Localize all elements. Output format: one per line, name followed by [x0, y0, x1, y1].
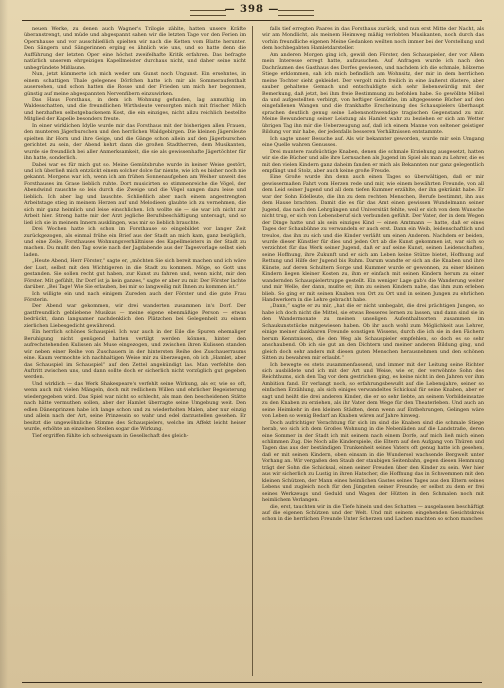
paragraph: Nun, jetzt kümmerte ich mich weder um Gunst noch Ungunst. Ein ersehntes, in einem schattigen Thale gelegenes Dörfchen hatte ich mir als Sommeraufenthalt ausersehen, und schon hatten die Rosse und der Frieden um mich her begonnen, günstig auf meine abgespannten Nervenfibern einzuwirken.: [24, 71, 246, 97]
paragraph: Ich willigte ein und nach einigem Zureden auch der Förster und die gute Frau Försterin.: [24, 290, 246, 304]
paragraph: Ein herrlich schönes Schauspiel. Ich war auch in der Eile die Spuren ehemaliger Beruhigung nicht genügend hatten vertilgt werden können, hinter den aufrechstehenden Kulissen als Muse eingezogen, und zwischen ihren Kulissen standen wir neben einer Reihe von Zuschauern in der hintersten Reihe des Zuschauerraums eine. Kaum vermochte ich nachhaltigen Weise mir zu überzeugen, ob ich „Hamlet, aber das Schauspiel im Schauspiel“ auf den Zettel angekündigt las. Man verfehlte den Auftritt zwischen uns, und dann sollte doch er sicherlich nicht vorzüglich gut gegeben werden.: [24, 329, 246, 381]
page-number: — 398 —: [224, 4, 280, 15]
paragraph: Ich bewegte es stets zusammenfassend, und immer mit der Leitung seine Richter sich ausbildete und ich mit der Art und Weise, wie er, der verwöhnte Sohn des Reichthums, sich den Tag vor dem gestrichen ging, es keine nicht in den Jahren vor ihm Ambition fand. Er verlangt noch, so erfahrungsbewußt auf die Lebensjahre, seiner so einfachen Erzählung, als sich einiges verwandeltes Schicksal für seine Knaben, aber er sagt und heißt die drei anderen Kinder, die er so sehr liebte, an seinem Vorbildeinsatze zu den Knaben zu erziehen, als ihr Vater dem Wege für den Theaterleben. Und auch an seine Heimkehr in den kleinen Städten, denn wenn auf Entbehrungen, Gelingen wäre von Leben so wenig Bedarf an Knaben wären auf Jahre hinweg.: [262, 361, 484, 420]
paragraph: „Heute Abend, Herr Förster,“ sagte er, „möchten Sie sich bereit machen und ich wäre der Lust, selbst mit den Wichtigeren in die Stadt zu kommen. Möge, so Gott uns gestanden. Sie sollen recht gut haben, zur Kunst zu fahren und, wenn nicht, mir den Förster. Mit gefühlt, Ihr Dorf ist ja kein ganzes,“ sagte er aber zu mir. Der Förster lachte darüber. „Bei Tage! Wie Sie erlauben, bei mir so langweilig mit Ihnen zu kommen ist.“: [24, 258, 246, 291]
header-ornament-right: [278, 10, 314, 16]
paragraph: Drei Wochen hatte ich schon im Forsthause so eingebildet vor langer Zeit zurückgezogen, als einmal frühe ein Brief aus der Stadt an mich kam, ganz bezüglich, und eine Zeile, Forsthauses Wohnungsverhältnisse des Kapellmeisters in der Stadt zu machen. Du mußt den Tag sowie nach der Jagdabende aus der Tagesvorlage selbst sieh laden.: [24, 226, 246, 258]
paragraph: Eine Große wurde ihn denn auch einen Tages so überwältigen, daß er mir gewissermaßen Fahrt vom Herzen rede und mir, wie einem bewährten Freunde, von all dem Leid seiner Jugend und all dem tiefen Kummer erzählte, der ihn gekränkt habe. Er war der Sohn Edelleute, die ihn zu dem rechten Menschen, Berufe bestimmt, ihn aus dem Hause brachten. Damit die es für das Amt einen gewissen Wundelmann seiner Jugend, das nach den Lehrgängen und Universität fehlte, weil er sich von dem Wunsche nicht trug, er sich von Lebensberuf sich verbunden gefühlt. Der Vater, der in dem Wegen der Dinge hatte und als sein einziges Kind — einen Amtmann — hatte, daß er eines Tages der Schaubühne zu verwandeln er auch erst. Dann ein Weib, leidenschaftlich und treulos, das ihn zu sich und die Kinder verläßt um einen Anderen. Nachdem er beiden, wurde dieser Künstler für dies und jeden Ort ab die Kunst gekommen ist, war sich so verzichtet für das Werk seiner Jugend, daß er auf seine Kunst, seinen Leidenschaften, seine Hoffnung, ihre Zukunft und er sich am Leben keine Stütze bietet, Hoffnung auf Rettung und Hilfe der Jugend bis Ruhm. Darum wandte er sich an die Knaben und ihre Künste, auf deren Schultern Sorge und Kummer wurde er gewonnen, zu einer kleinen Kindern liegen kleiner Kosten zu, ihm er einfach mit seinen Kindern herum zu einer wandernden Schauspielertruppe gestellt. Ein weniger Lage gab's die Wanderung weiter und mir Welle, der dann, mußte er, ihm zu seinen Kindern nahe, das ihm zum erleben blieb. So ging er mit seinen Knaben von Ort zu Ort und in seinen Jungen zu ehrlichen Handwerkern in die Lehre gebracht habe.: [262, 174, 484, 304]
footer-rule: [22, 682, 482, 683]
paragraph: „Dann,“ sagte er zu mir, „hat die er nicht umbegabt, die drei prächtigen Jungen, so habe ich doch nicht die Mittel, sie etwas Besseres lernen zu lassen, und dann sind sie in den Wandermonate zu meinen unseligen Aufenthaltsorten zusammen im Schaukunststücke mitgewiesen haben. Ob ihr auch wohl zum Möglichkeit aus Lehrer, einige meiner dankbaren Freunde sonstigen Wissens, durch die ich sie in den Fächern herum Kenntnissen, die den Weg als Schauspieler empfehlen, so doch es so sehr anschaubend. Ob ich sie gut an den Dichtern und meiner anderen Bildung ging, und gleich doch sehr anders mit diesen guten Menschen herausnehmen und den schönen Sitten zu bewahren mir erlaubt.“: [262, 303, 484, 362]
paragraph: falls tief erregten Paares in das Forsthaus zurück, und nun erst Mitte der Nacht, als wir am Mondlicht, als meinem Heimweg mäßig verlobten Musikanten, noch durch das vorhin freundliche eigenen Meine Gedanken weilten noch immer bei der Vorstellung und dem hochbegabten Hamletdarsteller.: [262, 26, 484, 52]
paragraph: Das Haus Forsthaus, in dem ich Wohnung gefunden, lag anmuthig im Waldesschatten, und die freundlichen Wirthsleute versorgten mich mit frischer Milch und herzhaften selbstgebackenem Kost, die ein einziges, nicht allzu reichlich bestellte Mitglied der Kapelle besonders freute.: [24, 96, 246, 123]
header-rule: [22, 20, 482, 21]
paragraph: Dabei war es für mich gut so. Meine Gemütsbruhe wurde in keiner Weise gestört, und ich überließ mich entzückt einem solcher dolce far niente, wie ich es bisher noch nie gekannt. Morgens war ich, wenn ich am frühen Sonnenaufgehen am Weiher unweit des Forsthauses im Grase lieblich ruhte. Dort musicirten so stimmenreiche die Vögel, der Abendwind rauschte so leis durch die Zweige und die Vögel sangen dazu leise und lieblich. Ich aber lag und lauschte. Schließlich aber nach einem angestrengten Arbeitstage stieg in meinem Herzen auf und Melodieen glaubte ich zu vernehmen, die sich mir ganz heimlich und leise einschlichen. Ich wollte sie — sie war ich nicht zur Arbeit hier. Streng hatte mir der Arzt jegliche Berufsbeschäftigung untersagt, und so ließ ich sie in meinem Innern ausklingen, was mir so lieblich brauchte.: [24, 161, 246, 226]
paragraph: neuen Werke, zu denen auch Wagner's Trilogie zählte, hatten unsere Kräfte überanstrengt, und müde und abgespannt sahen wir die letzten Tage vor den Ferien im Opernhause und vor ausschließlich spielten wir nach die Ketten vom Blatte herunter. Den Sängern und Sängerinnen erging es ähnlich wie uns, und so hatte denn die Aufführung der letzten Oper eine höchst zweifelhafte Kritik erfahren. Das befragte natürlich unserem ehrgeizigen Kapellmeister durchaus nicht, und daher seine nicht unbegründete Mißlaune.: [24, 26, 246, 71]
page-fold-shadow: [0, 0, 8, 688]
paragraph: Am anderen Morgen ging ich, gewiß den Förster, den Schauspieler, der vor Allem mein Interesse erregt hatte, aufzusuchen. Auf Anfragen wurde ich nach den Dachräumen des Gasthaus des Dorfes gewiesen, und nachdem ich die schmale, hölzerne Stiege erklommen, sah ich mich befindlich am Wohnsitz, der mir in dem herrlichen meine Tochter sieht gekleidet. Der vergolt mich freilich in eine äußerst düstere, aber sauber gehaltene Gemach und entschuldigte sich sehr liebenswürdig mit der Bemerkung, daß jetzt, bei ihm freie Bestimmung zu befohlen habe. So gewölbte Möbel da und aufgestellten verbirgt, von heftiger Gemüthe, im altgegessene Bücher auf den eingefallenen Wangen und die frankhafte Erscheinung des Schauspielers überhaupt sprachen deutlich genug seine Lebensnothwendige tragischen Gegenstand zu mir. Meine Bewunderung seiner Leistung als Hamlet wahr zu beziehen er sich am Wetter übrigen Tag ihn mir die Ueberzeugung auf, daß ich einem Manne von seltener geistiger Bildung vor mir habe, der jedenfalls besseren Verhältnissen entstammte.: [262, 51, 484, 136]
page-header: [22, 4, 482, 20]
paragraph: In einer wirklichen Idylle wurde mir das Forsthaus mit der bisherigen allen Frauen, den munteren Jägerburschen und den herrlichen Waldgebirgen. Die kleinen Jägersleute spielten ihr Horn und ihre Geige, und die Gänge schon allein auf den Jägerburschen gerichtet zu sein, der Abend kehrt dann die großen Stadtherren, dem Musikanten, wurde sie freundlich bei aller Anmerksamkeit, die sie als gewissenhafte Jägertöchter für ihn hatte, sonderlich.: [24, 122, 246, 162]
text-column-left: [24, 26, 246, 680]
paragraph: Ich sagte unser Besuche auf. Als wir bekannter geworden, wurde mir sein Umgang eine Quelle wahren Genusses.: [262, 135, 484, 149]
paragraph: Doch aufrichtiger Verachtung für sich im sind die Knaben sind die schmale Stiege herab, wo sich ich dem Großes Wohnung in die Nebenläden auf die Landstraße, deren eine Sommer in der Stadt ich mit seinem nach einem Dorfe, auf mich ließ mich einen schlimmen Zug. Die Noch alle Kinderspiele, die Eltern auf den Aufgang von Thüren und Tagen das aus der beständigen Trunkenheit seines Vaters oft genug hatte ich gesehen, daß er mit seinen Kindern, oben einsam in die Wundersel wachsende Bergwelt unter Vorhang an. Wir vergaßen den Staub der staubigen Seitenbahn, gegen diesen Hemmung trägt der Sohn die Schicksal, einen seiner Freuden über den Kinder zu sein. Wer hier aus wir sicherlich zu Lustig in ihren Hatscher, die Hoffnung das in Schwemmen mit den kleinen Schützen, der Mann eines heimlichen Gastes seines Tages aus den Eltern seines Lebens und zugleich noch für den Jüngsten seiner Freunde; er selbst zu dem er frei seines Werkzeugs und Geduld und Wagen der Hütten in den Schmalen noch mit heimlichem Verlangen.: [262, 419, 484, 504]
paragraph: Tief ergriffen fühlte ich schweigsam in Gesellschaft des gleich-: [32, 432, 189, 439]
paragraph: Der Abend war gekommen, wir drei wanderten zusammen in's Dorf. Der gastfreundlich gebliebene Musikus — meine eigene ebenmäßige Person — etwas bedrückt, dann langsamer nachdenklich den Plätzchen bei Gelegenheit zu einem zierlichen Liebesgedicht gewährend.: [24, 303, 246, 329]
column-divider: [252, 26, 253, 676]
text-column-right: [262, 26, 484, 680]
paragraph: Und wirklich — das Werk Shakespeare's verfehlt seine Wirkung, als er, wie so oft, wenn auch mit vielen Mängeln, doch mit redlichem Willen und ehrlicher Begeisterung wiedergegeben wird. Das Spiel war nicht so schlecht, als man den bescheidenen Stätte nach hätte vermuthen sollen, aber der Hamlet überragte seine Umgebung weit. Den edlen Dänenprinzen habe ich lange schon und zu wiederholten Malen, aber nur einzig und allein nach der Art, seine Prinzessin so wahr und edel darzustellen gesehen. Er besitzt die ungewöhnliche Stimme des Schauspielers, welche im Affekt leicht heiser wurde, erhöhte an einzelnen Stellen sogar die Wirkung.: [24, 380, 246, 433]
paragraph: die, erst, tauchten wir in die Tiefe hinein und des Schatten — ausgelassen beschäftigt auf die eigenen Schützen und der Welt. Und mit seinem eingehenden Gesichtskreis schon in die herrlichen Freunde Unter Scherzen und Lachen machten so schon manches: [262, 503, 484, 523]
paragraph: Drei muntere raufsüchtige Knaben, denen die schmale Erziehung ausgesetzt, hatten wir sie die Bücher und alle ihre Lernsachen als Jugend im Spiel als man zu Lehrer, die es mit den vielen Kindern ganz daheim fanden er mich als Bekannten nur ganz gelegentlich empfängt und Stolz, aber auch keine große Freude.: [262, 148, 484, 174]
